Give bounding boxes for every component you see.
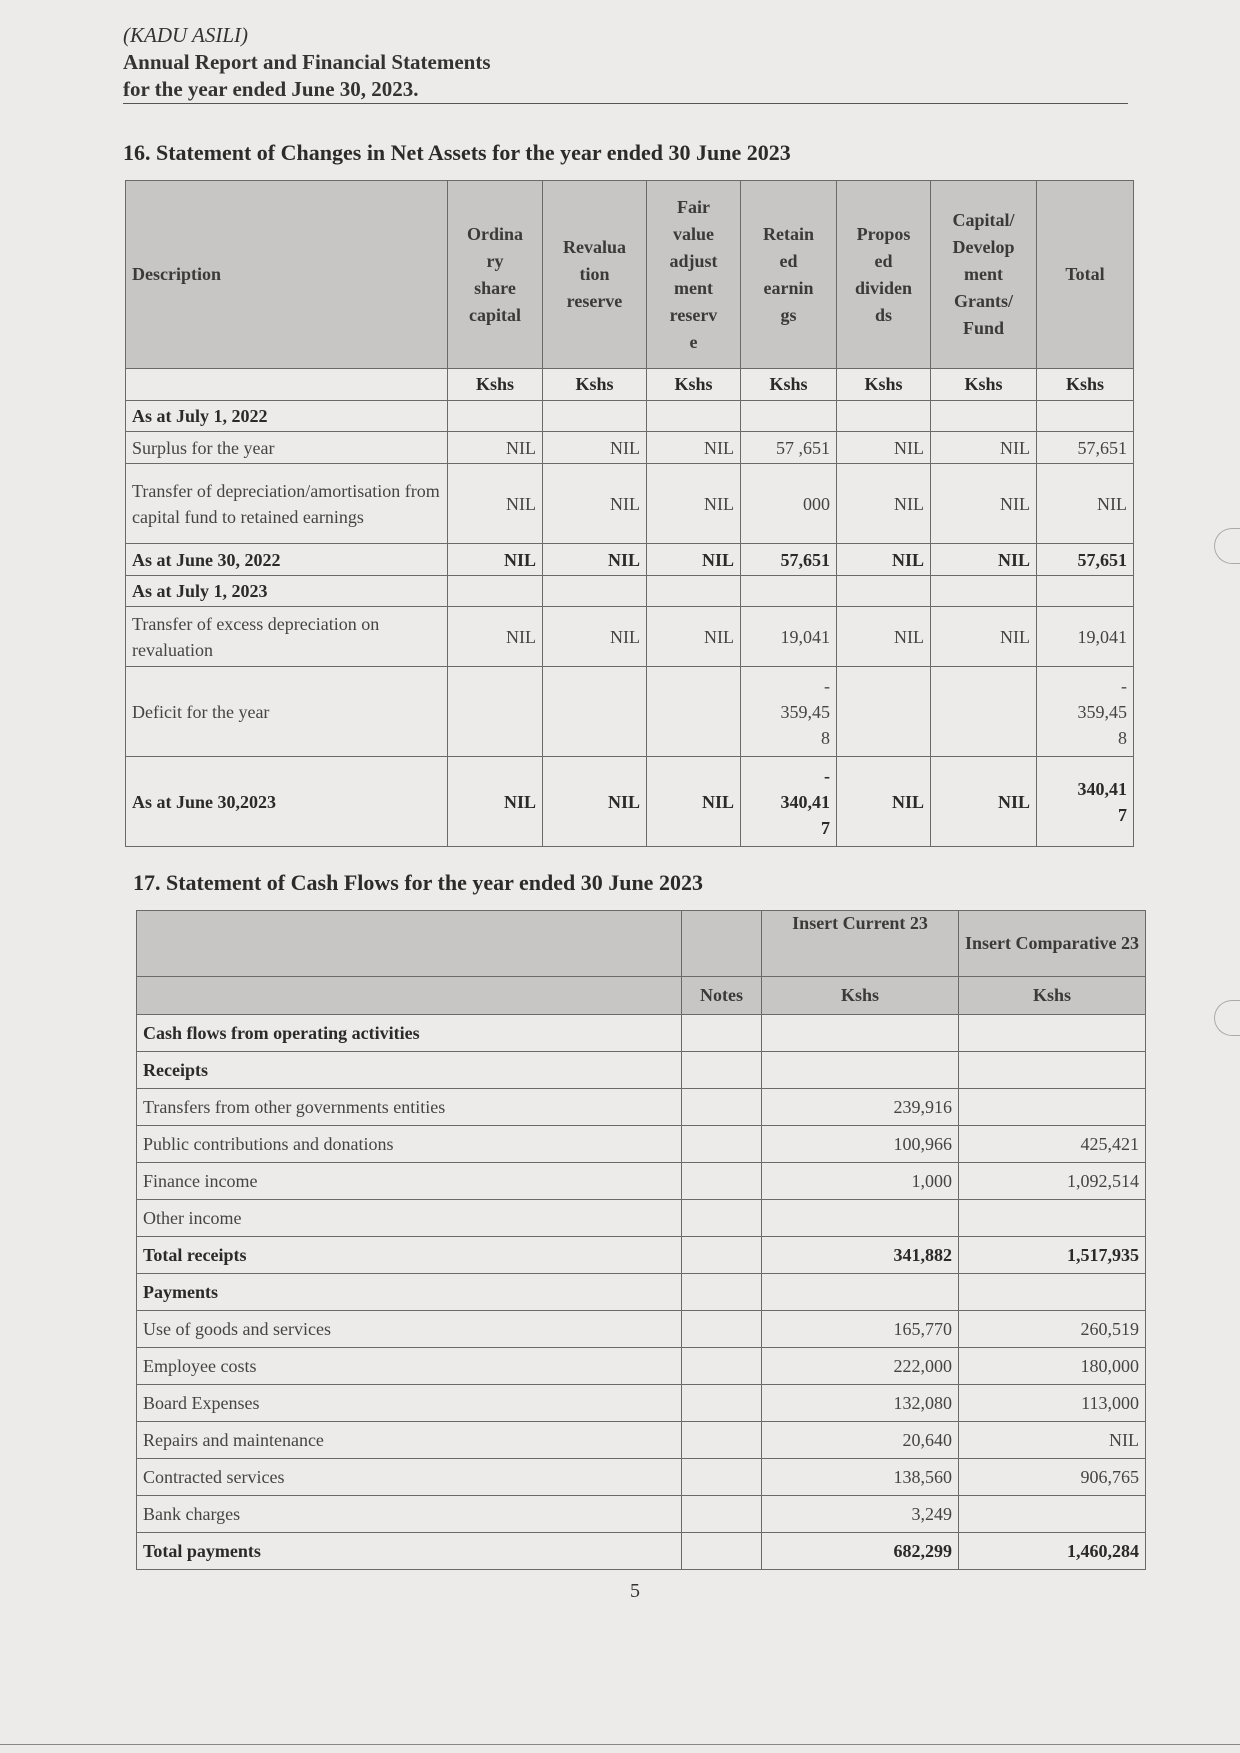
- scan-edge-line: [0, 1744, 1240, 1745]
- table-row: [137, 1126, 1146, 1163]
- column-header-line: value: [672, 223, 714, 244]
- notes-cell: [682, 1163, 762, 1200]
- column-header-line: Fund: [962, 318, 1005, 338]
- table-row: [137, 1385, 1146, 1422]
- row-label: Board Expenses: [137, 1385, 682, 1422]
- value-cell: 341,882: [762, 1237, 959, 1274]
- value-cell: [837, 667, 931, 757]
- row-label: Deficit for the year: [126, 667, 448, 757]
- value-cell: NIL: [837, 432, 931, 464]
- table-row: [126, 432, 1134, 464]
- value-cell: 239,916: [762, 1089, 959, 1126]
- column-header-line: gs: [780, 304, 797, 325]
- report-period: for the year ended June 30, 2023.: [123, 77, 419, 101]
- row-label: Transfers from other governments entities: [137, 1089, 682, 1126]
- unit-cell: [126, 369, 448, 401]
- row-label: As at June 30,2023: [126, 757, 448, 847]
- value-cell: [959, 1200, 1146, 1237]
- row-label: Cash flows from operating activities: [137, 1015, 682, 1052]
- value-cell: 57,651: [1037, 544, 1134, 576]
- value-cell: 222,000: [762, 1348, 959, 1385]
- notes-cell: [682, 1237, 762, 1274]
- column-header-line: ed: [874, 250, 893, 271]
- value-cell: [543, 576, 647, 607]
- notes-cell: [682, 1274, 762, 1311]
- table-row: [137, 1311, 1146, 1348]
- unit-cell: Kshs: [543, 369, 647, 401]
- cash-flows-blank-header: [137, 977, 682, 1015]
- value-cell: [931, 401, 1037, 432]
- value-cell: NIL: [931, 432, 1037, 464]
- value-cell: NIL: [837, 464, 931, 544]
- value-cell: NIL: [543, 757, 647, 847]
- value-cell: NIL: [647, 757, 741, 847]
- unit-cell: Kshs: [1037, 369, 1134, 401]
- value-cell: [448, 667, 543, 757]
- punch-hole-mark: [1214, 1000, 1240, 1036]
- table-row: [137, 1533, 1146, 1570]
- value-cell: - 359,45 8: [741, 667, 837, 757]
- value-cell: - 340,41 7: [741, 757, 837, 847]
- value-cell: 260,519: [959, 1311, 1146, 1348]
- column-header-line: share: [474, 277, 516, 298]
- column-header-line: reserv: [669, 304, 718, 325]
- column-header-line: ment: [964, 264, 1003, 284]
- notes-cell: [682, 1422, 762, 1459]
- column-header-line: Capital/: [952, 210, 1015, 230]
- value-cell: [647, 401, 741, 432]
- current-year-header: Insert Current 23: [762, 911, 959, 977]
- table-row: [137, 1237, 1146, 1274]
- row-label: Other income: [137, 1200, 682, 1237]
- row-label: Bank charges: [137, 1496, 682, 1533]
- column-header-line: reserve: [566, 291, 623, 311]
- value-cell: 3,249: [762, 1496, 959, 1533]
- value-cell: [741, 401, 837, 432]
- value-cell: 906,765: [959, 1459, 1146, 1496]
- notes-header: Notes: [682, 977, 762, 1015]
- table-row: [137, 1274, 1146, 1311]
- column-header-line: e: [689, 331, 698, 352]
- value-cell: [959, 1274, 1146, 1311]
- value-cell: [931, 667, 1037, 757]
- column-header-line: ds: [874, 304, 892, 325]
- row-label: As at June 30, 2022: [126, 544, 448, 576]
- column-header: [543, 181, 647, 369]
- value-cell: NIL: [931, 464, 1037, 544]
- value-cell: [543, 667, 647, 757]
- value-cell: 113,000: [959, 1385, 1146, 1422]
- section-17-title: 17. Statement of Cash Flows for the year ended 30 June 2023: [133, 870, 703, 895]
- value-cell: [543, 401, 647, 432]
- cash-flows-table: [136, 910, 1146, 1570]
- column-header-line: tion: [579, 264, 610, 284]
- table-row: [137, 1163, 1146, 1200]
- notes-cell: [682, 1311, 762, 1348]
- notes-cell: [682, 1385, 762, 1422]
- value-cell: NIL: [837, 757, 931, 847]
- column-header-line: Revalua: [563, 237, 626, 257]
- value-cell: [647, 576, 741, 607]
- value-cell: [762, 1200, 959, 1237]
- column-header: [126, 181, 448, 369]
- value-cell: [959, 1089, 1146, 1126]
- row-label: As at July 1, 2022: [126, 401, 448, 432]
- table-row: [126, 607, 1134, 667]
- table-row: [126, 576, 1134, 607]
- table-row: [126, 401, 1134, 432]
- cash-flows-description-header: [137, 911, 682, 977]
- value-cell: NIL: [448, 607, 543, 667]
- value-cell: NIL: [543, 607, 647, 667]
- column-header-line: Retain: [763, 223, 814, 244]
- column-header-line: ment: [674, 277, 713, 298]
- unit-cell: Kshs: [741, 369, 837, 401]
- column-header: [1037, 181, 1134, 369]
- value-cell: NIL: [931, 607, 1037, 667]
- value-cell: 19,041: [1037, 607, 1134, 667]
- table-row: [126, 757, 1134, 847]
- unit-cell: Kshs: [837, 369, 931, 401]
- column-header-line: capital: [469, 304, 521, 325]
- value-cell: NIL: [1037, 464, 1134, 544]
- row-label: Public contributions and donations: [137, 1126, 682, 1163]
- value-cell: NIL: [647, 432, 741, 464]
- row-label: Total payments: [137, 1533, 682, 1570]
- report-header: [123, 22, 1133, 103]
- row-label: Transfer of excess depreciation on revaluation: [126, 607, 448, 667]
- row-label: Employee costs: [137, 1348, 682, 1385]
- value-cell: 100,966: [762, 1126, 959, 1163]
- comparative-year-header: Insert Comparative 23: [959, 911, 1146, 977]
- row-label: Use of goods and services: [137, 1311, 682, 1348]
- report-title: Annual Report and Financial Statements: [123, 50, 491, 74]
- table-row: [126, 544, 1134, 576]
- value-cell: 132,080: [762, 1385, 959, 1422]
- notes-cell: [682, 1089, 762, 1126]
- value-cell: [959, 1052, 1146, 1089]
- notes-cell: [682, 1200, 762, 1237]
- notes-cell: [682, 1459, 762, 1496]
- value-cell: 1,460,284: [959, 1533, 1146, 1570]
- value-cell: 20,640: [762, 1422, 959, 1459]
- value-cell: 425,421: [959, 1126, 1146, 1163]
- value-cell: [931, 576, 1037, 607]
- value-cell: NIL: [448, 432, 543, 464]
- value-cell: 1,092,514: [959, 1163, 1146, 1200]
- table-row: [137, 1089, 1146, 1126]
- value-cell: NIL: [543, 432, 647, 464]
- value-cell: NIL: [931, 544, 1037, 576]
- header-divider: [123, 103, 1128, 104]
- row-label: Finance income: [137, 1163, 682, 1200]
- notes-cell: [682, 1348, 762, 1385]
- row-label: Total receipts: [137, 1237, 682, 1274]
- value-cell: [741, 576, 837, 607]
- notes-cell: [682, 1126, 762, 1163]
- value-cell: [959, 1015, 1146, 1052]
- table-row: [126, 464, 1134, 544]
- org-name: (KADU ASILI): [123, 23, 249, 47]
- notes-cell: [682, 1496, 762, 1533]
- value-cell: NIL: [931, 757, 1037, 847]
- current-unit-header: Kshs: [762, 977, 959, 1015]
- column-header: [448, 181, 543, 369]
- column-header-line: Ordina: [466, 223, 523, 244]
- value-cell: - 359,45 8: [1037, 667, 1134, 757]
- net-assets-table: [125, 180, 1134, 847]
- notes-cell: [682, 1533, 762, 1570]
- table-row: [137, 1015, 1146, 1052]
- column-header-line: ry: [486, 250, 504, 271]
- table-row: [137, 1496, 1146, 1533]
- value-cell: 57 ,651: [741, 432, 837, 464]
- column-header: [837, 181, 931, 369]
- value-cell: NIL: [647, 607, 741, 667]
- value-cell: NIL: [448, 544, 543, 576]
- table-row: [137, 1348, 1146, 1385]
- value-cell: [448, 576, 543, 607]
- value-cell: 1,517,935: [959, 1237, 1146, 1274]
- value-cell: 19,041: [741, 607, 837, 667]
- page-number: 5: [630, 1580, 640, 1602]
- notes-header-top: [682, 911, 762, 977]
- column-header-line: Grants/: [953, 291, 1013, 311]
- column-header: [741, 181, 837, 369]
- value-cell: [1037, 576, 1134, 607]
- column-header-line: Total: [1065, 264, 1105, 284]
- table-row: [137, 1459, 1146, 1496]
- table-row: [137, 1200, 1146, 1237]
- value-cell: NIL: [837, 607, 931, 667]
- column-header-line: Develop: [952, 237, 1015, 257]
- value-cell: 000: [741, 464, 837, 544]
- value-cell: [959, 1496, 1146, 1533]
- row-label: As at July 1, 2023: [126, 576, 448, 607]
- punch-hole-mark: [1214, 528, 1240, 564]
- comparative-unit-header: Kshs: [959, 977, 1146, 1015]
- value-cell: [1037, 401, 1134, 432]
- value-cell: NIL: [543, 464, 647, 544]
- unit-cell: Kshs: [647, 369, 741, 401]
- value-cell: 682,299: [762, 1533, 959, 1570]
- value-cell: 1,000: [762, 1163, 959, 1200]
- row-label: Payments: [137, 1274, 682, 1311]
- row-label: Repairs and maintenance: [137, 1422, 682, 1459]
- value-cell: NIL: [448, 757, 543, 847]
- value-cell: 180,000: [959, 1348, 1146, 1385]
- table-row: [137, 1052, 1146, 1089]
- value-cell: [647, 667, 741, 757]
- section-16-title: 16. Statement of Changes in Net Assets for the year ended 30 June 2023: [123, 140, 791, 165]
- notes-cell: [682, 1052, 762, 1089]
- value-cell: 57,651: [741, 544, 837, 576]
- value-cell: [837, 576, 931, 607]
- notes-cell: [682, 1015, 762, 1052]
- value-cell: NIL: [448, 464, 543, 544]
- value-cell: NIL: [837, 544, 931, 576]
- table-row: [137, 1422, 1146, 1459]
- column-header-line: Fair: [677, 196, 710, 217]
- column-header-line: Description: [132, 264, 221, 284]
- column-header: [931, 181, 1037, 369]
- row-label: Transfer of depreciation/amortisation from capital fund to retained earnings: [126, 464, 448, 544]
- unit-cell: Kshs: [448, 369, 543, 401]
- value-cell: [762, 1015, 959, 1052]
- value-cell: 340,41 7: [1037, 757, 1134, 847]
- value-cell: 57,651: [1037, 432, 1134, 464]
- value-cell: NIL: [543, 544, 647, 576]
- value-cell: [762, 1274, 959, 1311]
- column-header-line: Propos: [856, 223, 911, 244]
- row-label: Surplus for the year: [126, 432, 448, 464]
- row-label: Receipts: [137, 1052, 682, 1089]
- value-cell: NIL: [959, 1422, 1146, 1459]
- row-label: Contracted services: [137, 1459, 682, 1496]
- value-cell: [837, 401, 931, 432]
- table-row: [126, 667, 1134, 757]
- unit-cell: Kshs: [931, 369, 1037, 401]
- value-cell: [448, 401, 543, 432]
- value-cell: 165,770: [762, 1311, 959, 1348]
- value-cell: 138,560: [762, 1459, 959, 1496]
- column-header-line: adjust: [669, 250, 718, 271]
- column-header: [647, 181, 741, 369]
- column-header-line: ed: [779, 250, 798, 271]
- value-cell: NIL: [647, 544, 741, 576]
- column-header-line: earnin: [763, 277, 814, 298]
- value-cell: NIL: [647, 464, 741, 544]
- value-cell: [762, 1052, 959, 1089]
- column-header-line: dividen: [854, 277, 913, 298]
